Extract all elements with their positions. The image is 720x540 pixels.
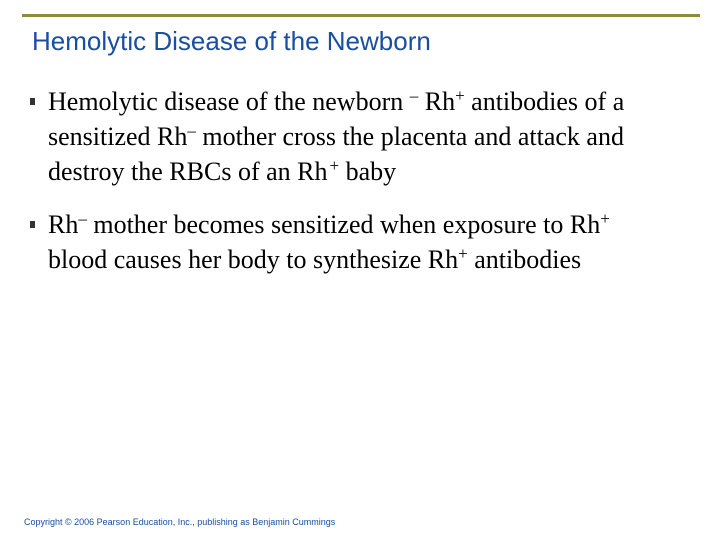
plus-superscript: + [455, 86, 465, 105]
minus-superscript: – [78, 209, 87, 228]
square-bullet-icon [30, 221, 35, 228]
bullet-1-segment: Rh [418, 87, 456, 116]
bullet-1-segment: baby [339, 157, 397, 186]
plus-superscript: + [458, 244, 468, 263]
bullet-2-segment: Rh [48, 210, 79, 239]
bullet-2-segment: mother becomes sensitized when exposure to Rh [86, 210, 601, 239]
bullet-text-2 [48, 210, 610, 274]
minus-superscript: – [187, 121, 196, 140]
bullet-1-segment: antibodies of a sensitized Rh [48, 87, 625, 151]
copyright-footer: Copyright © 2006 Pearson Education, Inc., publishing as Benjamin Cummings [24, 517, 336, 527]
bullet-item-1 [30, 84, 670, 189]
bullet-text-1 [48, 87, 624, 186]
top-divider-line [22, 14, 700, 17]
bullet-list [30, 84, 670, 295]
bullet-1-segment: Hemolytic disease of the newborn [48, 87, 410, 116]
square-bullet-icon [30, 98, 35, 105]
bullet-item-2 [30, 207, 670, 277]
bullet-2-segment: antibodies [467, 245, 582, 274]
slide-title: Hemolytic Disease of the Newborn [32, 26, 431, 56]
minus-superscript: – [409, 86, 419, 105]
plus-superscript: + [600, 209, 610, 228]
plus-superscript: + [329, 156, 340, 175]
bullet-1-segment: mother cross the placenta and attack and destroy the RBCs of an Rh [48, 122, 624, 186]
bullet-2-segment: blood causes her body to synthesize Rh [48, 245, 459, 274]
